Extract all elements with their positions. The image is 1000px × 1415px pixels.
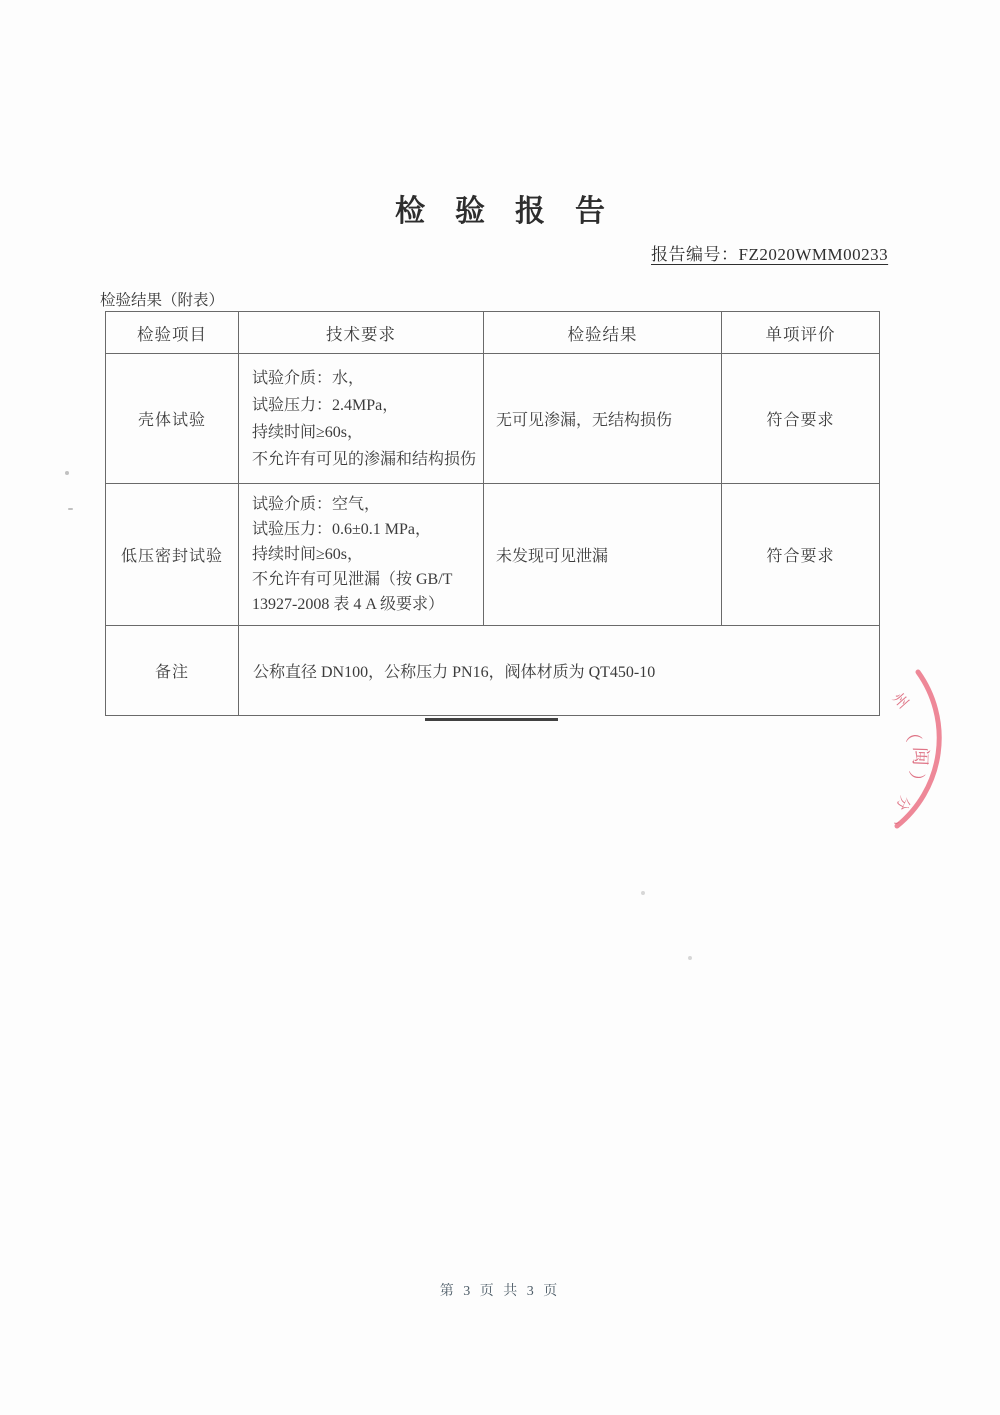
header-item-evaluation: 单项评价 (722, 312, 880, 354)
cell-remark-label: 备注 (106, 626, 239, 716)
seal-glyph: 闽 (908, 746, 931, 767)
requirement-line: 持续时间≥60s， (252, 546, 364, 563)
seal-glyph: 分 (892, 792, 912, 813)
cell-requirements (239, 484, 484, 626)
requirement-line: 持续时间≥60s， (252, 423, 364, 441)
header-technical-requirement: 技术要求 (239, 312, 484, 354)
requirement-line: 13927-2008 表 4 A 级要求） (252, 596, 445, 613)
report-number (651, 240, 888, 265)
report-number-label: 报告编号： (651, 245, 739, 264)
cell-evaluation: 符合要求 (722, 484, 880, 626)
page-title: 检 验 报 告 (395, 195, 605, 228)
scan-speck (68, 508, 73, 510)
header-inspection-item: 检验项目 (106, 312, 239, 354)
report-number-value: FZ2020WMM00233 (738, 245, 889, 264)
cell-result: 未发现可见泄漏 (484, 484, 722, 626)
seal-glyph: ） (903, 769, 927, 792)
table-row-remarks (106, 626, 880, 716)
cell-requirements (239, 354, 484, 484)
seal-glyph: （ (900, 721, 924, 744)
requirement-line: 不允许有可见泄漏（按 GB/T (252, 571, 453, 588)
requirement-line: 试验介质：空气， (252, 496, 381, 513)
seal-glyph: 丶 (887, 813, 904, 830)
header-inspection-result: 检验结果 (484, 312, 722, 354)
requirement-line: 试验压力：2.4MPa， (252, 396, 399, 414)
scan-speck (688, 956, 692, 960)
signature-line (425, 718, 558, 721)
inspection-results-table (105, 311, 880, 716)
section-label: 检验结果（附表） (100, 292, 225, 309)
scan-speck (65, 471, 69, 475)
cell-remark-text: 公称直径 DN100，公称压力 PN16，阀体材质为 QT450-10 (239, 626, 880, 716)
table-row-shell-test (106, 354, 880, 484)
cell-item-name: 壳体试验 (106, 354, 239, 484)
cell-item-name: 低压密封试验 (106, 484, 239, 626)
table-row-low-pressure-seal-test (106, 484, 880, 626)
seal-glyph: 州 (889, 690, 911, 713)
cell-evaluation: 符合要求 (722, 354, 880, 484)
requirement-line: 试验介质：水， (252, 369, 365, 387)
scan-speck (641, 891, 645, 895)
page-number: 第 3 页 共 3 页 (439, 1284, 561, 1299)
seal-outer-arc (897, 672, 939, 826)
table-header-row (106, 312, 880, 354)
requirement-line: 不允许有可见的渗漏和结构损伤 (252, 450, 477, 468)
cell-result: 无可见渗漏，无结构损伤 (484, 354, 722, 484)
requirement-line: 试验压力：0.6±0.1 MPa， (252, 521, 432, 538)
